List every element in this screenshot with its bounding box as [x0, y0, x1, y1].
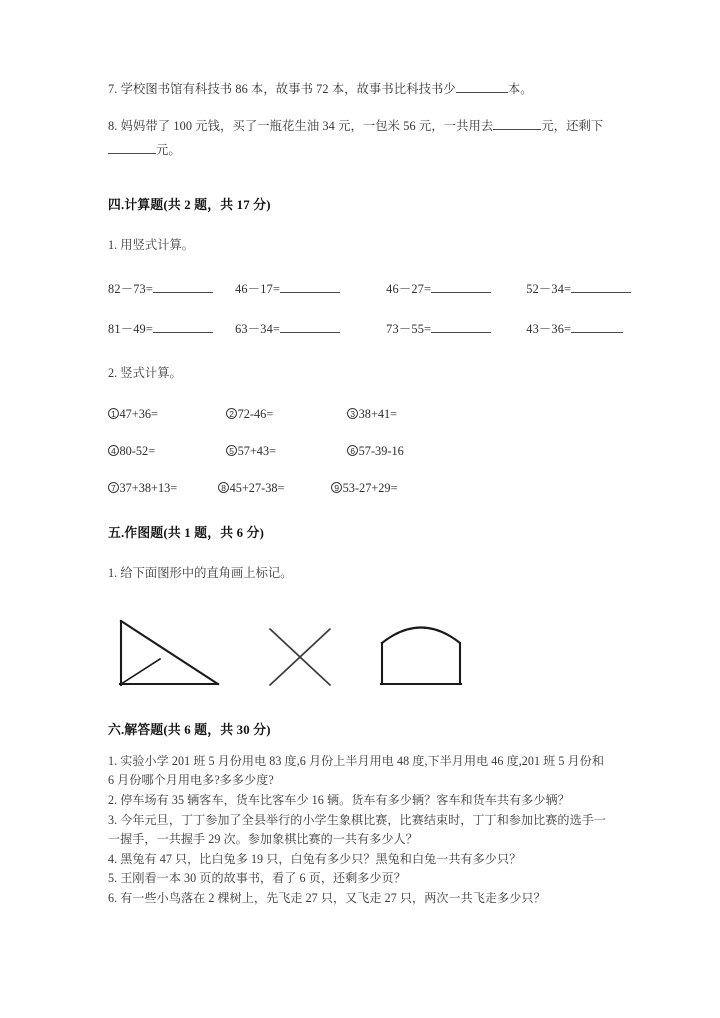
- calc-row-1: [108, 279, 612, 297]
- vertical-calc-item: 7 37+38+13=: [108, 481, 215, 496]
- vertical-calc-row-1: [108, 407, 612, 422]
- circled-number-icon: 6: [347, 445, 358, 456]
- calc-item: 46－17=: [235, 279, 383, 297]
- question-7-suffix: 本。: [507, 82, 533, 96]
- answer-item-4: 4. 黑兔有 47 只，比白兔多 19 只，白兔有多少只？黑兔和白兔一共有多少只？: [108, 851, 522, 866]
- vertical-calc-item: 4 80-52=: [108, 444, 223, 459]
- vertical-calc-item: 6 57-39-16: [347, 444, 404, 459]
- calc-item: 73－55=: [386, 319, 523, 337]
- answer-item-6: 6. 有一些小鸟落在 2 棵树上，先飞走 27 只，又飞走 27 只，两次一共飞走多少只？: [108, 890, 546, 905]
- x-cross-lines-icon: [270, 629, 330, 685]
- circled-number-icon: 4: [108, 445, 119, 456]
- draw-subitem-1-label: 1. 给下面图形中的直角画上标记。: [108, 565, 293, 580]
- page-content: [108, 78, 612, 909]
- question-7-prefix: 7. 学校图书馆有科技书 86 本，故事书 72 本，故事书比科技书少: [108, 82, 456, 96]
- calc-item: 43－36=: [526, 319, 623, 337]
- answer-item-5: 5. 王刚看一本 30 页的故事书，看了 6 页，还剩多少页？: [108, 871, 406, 886]
- calc-blank[interactable]: [431, 292, 491, 293]
- arch-dome-shape-icon: [381, 627, 461, 684]
- question-7: [108, 78, 612, 102]
- answer-item-3: 3. 今年元旦，丁丁参加了全县举行的小学生象棋比赛，比赛结束时，丁丁和参加比赛的选手一一握手，一共握手 29 次。参加象棋比赛的一共有多少人？: [108, 812, 606, 847]
- circled-number-icon: 8: [218, 482, 229, 493]
- geometry-figures-group: [108, 611, 612, 707]
- question-8-part2: 元，还剩下: [541, 118, 604, 133]
- calc-item: 63－34=: [235, 319, 383, 337]
- calc-row-2: [108, 319, 612, 337]
- circled-number-icon: 3: [347, 408, 358, 419]
- answer-item-1: 1. 实验小学 201 班 5 月份用电 83 度,6 月份上半月用电 48 度,下半月用电 46 度,201 班 5 月份和 6 月份哪个月用电多?多多少度?: [108, 753, 604, 788]
- right-triangle-with-cevian-icon: [120, 621, 218, 685]
- circled-number-icon: 9: [331, 482, 342, 493]
- calc-item: 46－27=: [386, 279, 523, 297]
- question-8-blank-2[interactable]: [108, 153, 156, 154]
- calc-subitem-1-label: 1. 用竖式计算。: [108, 237, 195, 252]
- circled-number-icon: 2: [226, 408, 237, 419]
- calc-blank[interactable]: [280, 292, 340, 293]
- calc-item: 52－34=: [526, 279, 631, 297]
- calc-blank[interactable]: [431, 332, 491, 333]
- vertical-calc-row-3: [108, 481, 612, 496]
- vertical-calc-item: 1 47+36=: [108, 407, 223, 422]
- question-8-part1: 8. 妈妈带了 100 元钱，买了一瓶花生油 34 元，一包米 56 元，一共用去: [108, 118, 494, 133]
- calc-subitem-2-label: 2. 竖式计算。: [108, 365, 182, 380]
- calc-blank[interactable]: [153, 332, 213, 333]
- vertical-calc-item: 8 45+27-38=: [218, 481, 328, 496]
- calc-blank[interactable]: [280, 332, 340, 333]
- circled-number-icon: 7: [108, 482, 119, 493]
- vertical-calc-item: 5 57+43=: [226, 444, 344, 459]
- section-heading-drawing: 五.作图题(共 1 题，共 6 分): [108, 525, 265, 540]
- calc-blank[interactable]: [571, 332, 623, 333]
- section-heading-problem-solving: 六.解答题(共 6 题，共 30 分): [108, 722, 271, 737]
- answer-item-2: 2. 停车场有 35 辆客车，货车比客车少 16 辆。货车有多少辆？客车和货车共有多少辆？: [108, 793, 570, 808]
- question-8: [108, 115, 612, 163]
- question-7-blank[interactable]: [456, 92, 508, 93]
- section-heading-calculation: 四.计算题(共 2 题，共 17 分): [108, 197, 271, 212]
- calc-blank[interactable]: [153, 292, 213, 293]
- vertical-calc-item: 2 72-46=: [226, 407, 344, 422]
- vertical-calc-item: 3 38+41=: [347, 407, 397, 422]
- question-8-part3: 元。: [156, 142, 181, 157]
- calc-blank[interactable]: [571, 292, 631, 293]
- circled-number-icon: 1: [108, 408, 119, 419]
- calc-item: 82－73=: [108, 279, 232, 297]
- vertical-calc-item: 9 53-27+29=: [331, 481, 397, 496]
- vertical-calc-row-2: [108, 444, 612, 459]
- figures-canvas: [108, 611, 612, 703]
- calc-item: 81－49=: [108, 319, 232, 337]
- question-8-blank-1[interactable]: [493, 129, 541, 130]
- circled-number-icon: 5: [226, 445, 237, 456]
